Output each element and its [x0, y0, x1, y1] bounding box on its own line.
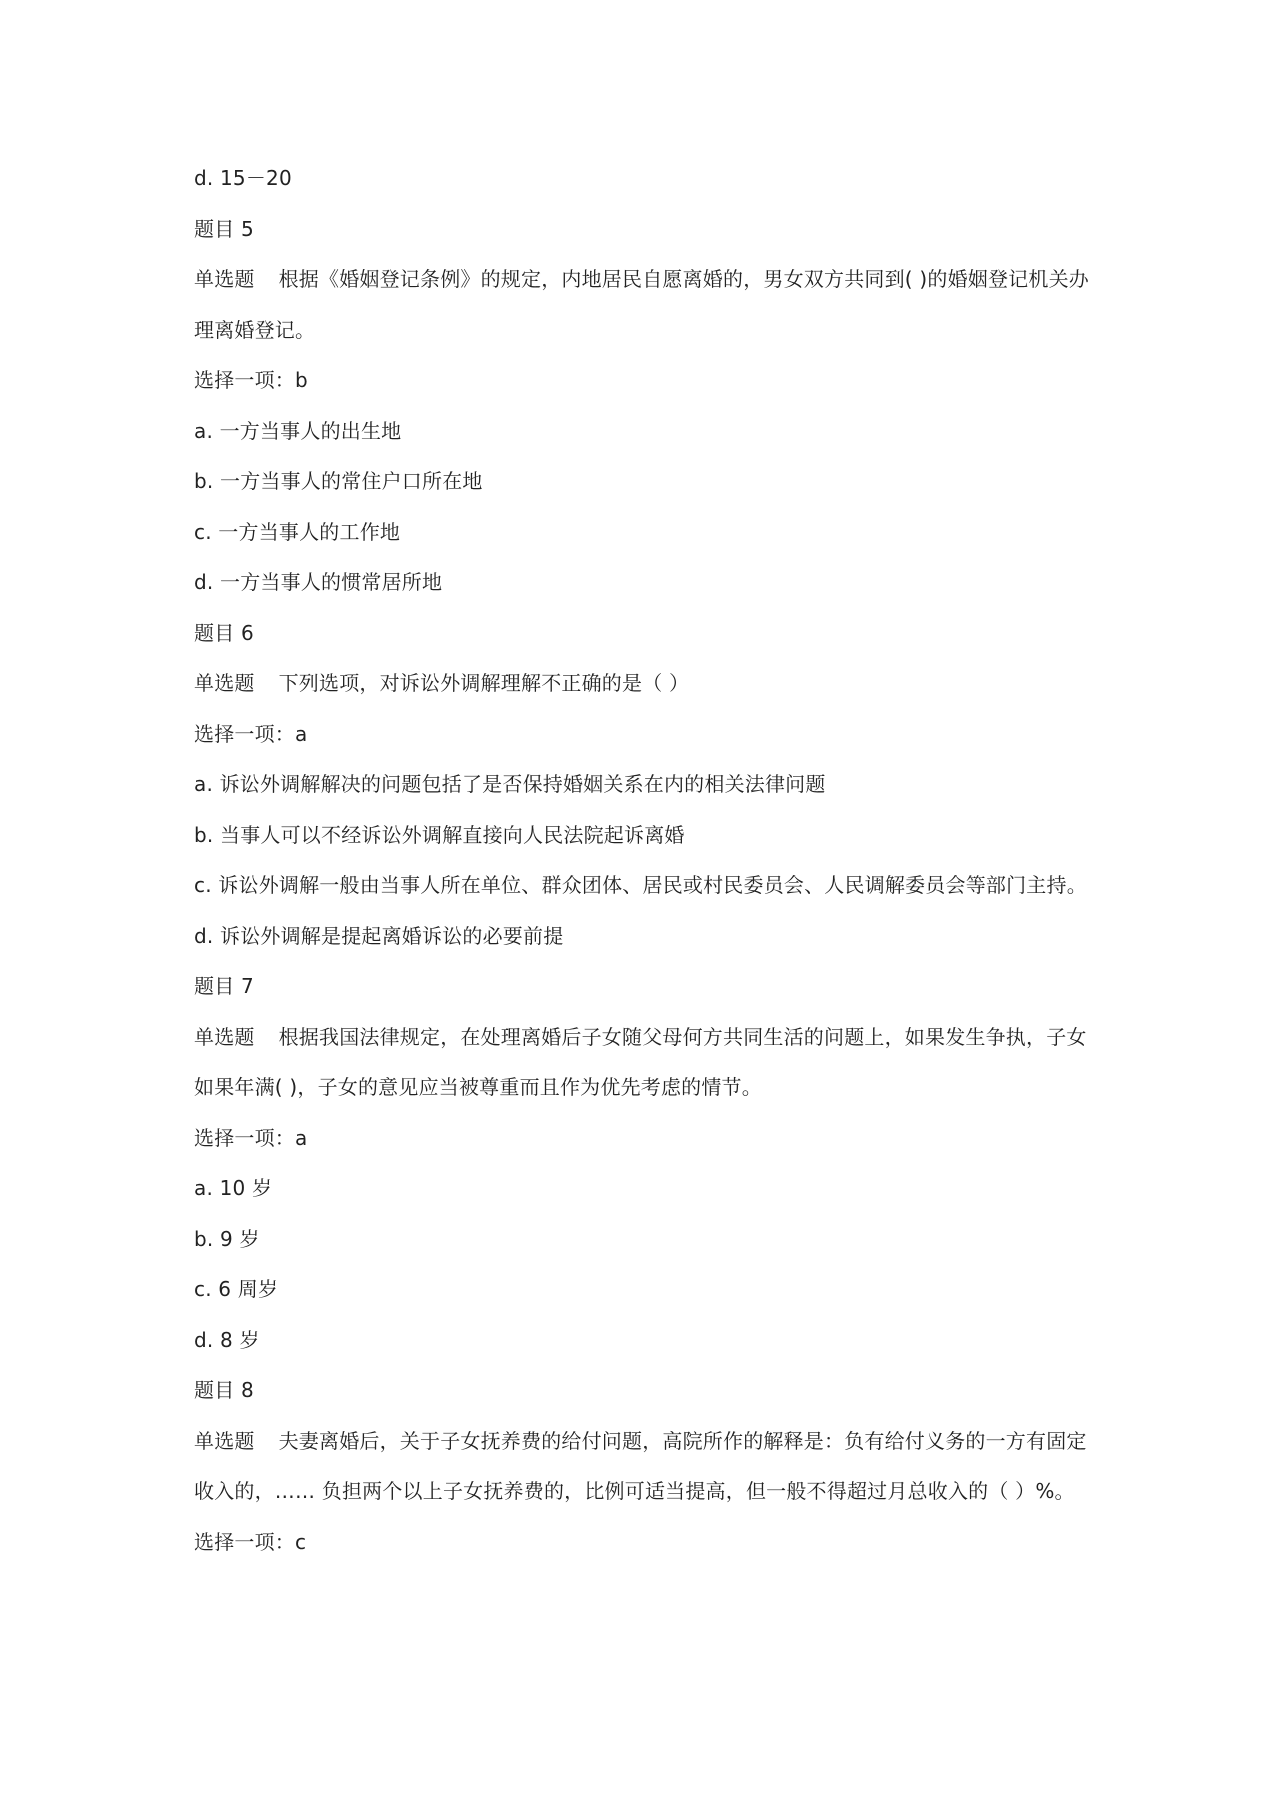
option-line: c. 一方当事人的工作地 — [194, 519, 401, 544]
question-text — [194, 1416, 1094, 1517]
option-line: d. 诉讼外调解是提起离婚诉讼的必要前提 — [194, 923, 564, 948]
option-line: c. 诉讼外调解一般由当事人所在单位、群众团体、居民或村民委员会、人民调解委员会等部门主持。 — [194, 873, 1087, 897]
question-text — [194, 1012, 1094, 1113]
option-line: b. 9 岁 — [194, 1226, 260, 1251]
option-line: d. 15－20 — [194, 166, 292, 190]
question-heading: 题目 8 — [194, 1378, 254, 1402]
question-type: 单选题 — [194, 671, 255, 695]
option-line: c. 6 周岁 — [194, 1277, 279, 1301]
answer-line: 选择一项：c — [194, 1529, 307, 1554]
question-stem: 根据我国法律规定，在处理离婚后子女随父母何方共同生活的问题上，如果发生争执，子女如果年满( )，子女的意见应当被尊重而且作为优先考虑的情节。 — [194, 1024, 1087, 1099]
question-type: 单选题 — [194, 1428, 255, 1453]
answer-line: 选择一项：b — [194, 368, 308, 392]
option-line: d. 8 岁 — [194, 1327, 260, 1352]
option-line: b. 当事人可以不经诉讼外调解直接向人民法院起诉离婚 — [194, 822, 685, 847]
option-line: a. 诉讼外调解解决的问题包括了是否保持婚姻关系在内的相关法律问题 — [194, 772, 826, 796]
question-heading: 题目 5 — [194, 216, 254, 241]
option-line: b. 一方当事人的常住户口所在地 — [194, 469, 483, 493]
question-text — [194, 254, 1094, 355]
question-stem: 根据《婚姻登记条例》的规定，内地居民自愿离婚的，男女双方共同到( )的婚姻登记机关办理离婚登记。 — [194, 267, 1089, 342]
option-line: d. 一方当事人的惯常居所地 — [194, 570, 443, 594]
question-heading: 题目 6 — [194, 620, 254, 645]
answer-line: 选择一项：a — [194, 721, 308, 746]
question-stem: 夫妻离婚后，关于子女抚养费的给付问题，高院所作的解释是：负有给付义务的一方有固定收入的，…… 负担两个以上子女抚养费的，比例可适当提高，但一般不得超过月总收入的（ ）%。 — [194, 1428, 1087, 1503]
question-stem: 下列选项，对诉讼外调解理解不正确的是（ ） — [278, 671, 690, 695]
question-type: 单选题 — [194, 267, 255, 291]
option-line: a. 10 岁 — [194, 1176, 273, 1200]
answer-line: 选择一项：a — [194, 1125, 308, 1150]
option-line: a. 一方当事人的出生地 — [194, 418, 402, 443]
question-type: 单选题 — [194, 1024, 255, 1049]
document-body — [194, 153, 1094, 1567]
question-heading: 题目 7 — [194, 974, 254, 998]
question-text — [194, 658, 1094, 709]
